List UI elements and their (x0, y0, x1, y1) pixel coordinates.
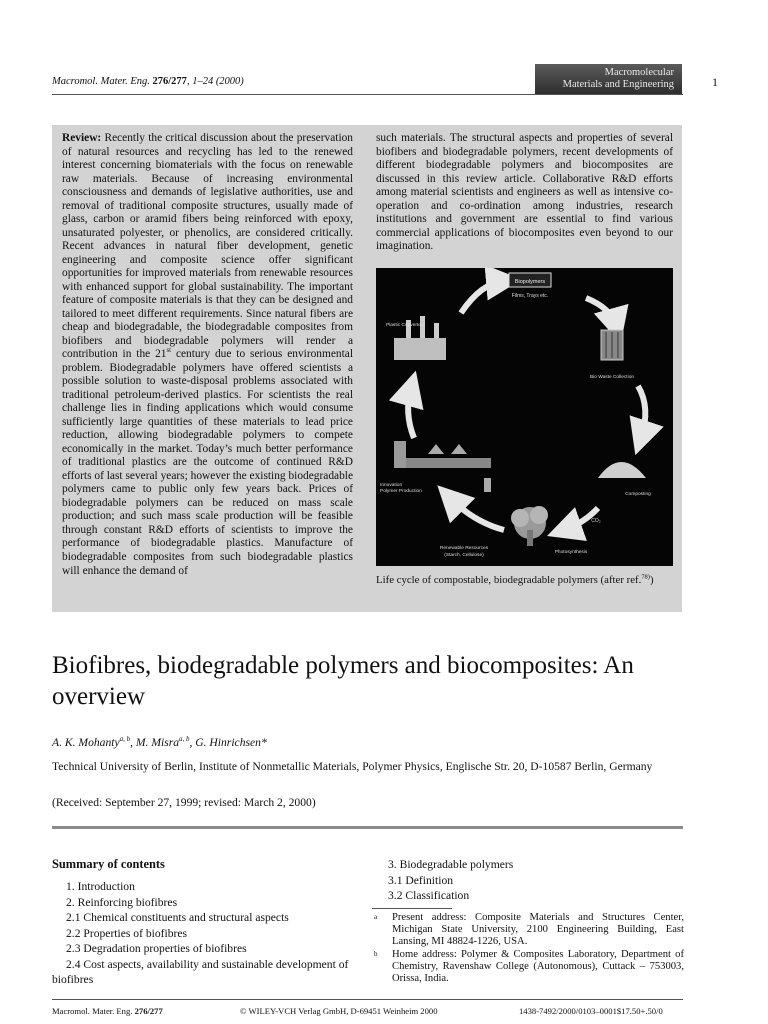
review-text-left (62, 132, 353, 578)
journal-abbreviation: Macromol. Mater. Eng. (52, 76, 150, 87)
affiliation: Technical University of Berlin, Institute of Nonmetallic Materials, Polymer Physics, Englische Str. 20, D-10587 Berlin, Germany (52, 760, 653, 773)
journal-badge (535, 64, 682, 94)
review-abstract-box (52, 125, 682, 612)
review-text-right: such materials. The structural aspects and properties of several biofibers and biodegradable polymers, recent developments of different biodegradable polymers and biocomposites are discussed in this review article. Collaborative R&D efforts among material scientists and engineers as well as intensive co-operation and co-ordination among industries, research institutions and government are essential to find various commercial applications of biocomposites even beyond to our imagination. (376, 132, 673, 253)
caption-text: Life cycle of compostable, biodegradable polymers (after ref. (376, 574, 642, 586)
cycle-arrow-1 (461, 281, 504, 313)
footnote-b (374, 949, 684, 986)
contents-list-right (388, 857, 688, 904)
contents-item-cost-aspects: 2.4 Cost aspects, availability and sustainable development of biofibres (52, 957, 349, 986)
pages-year: , 1–24 (2000) (186, 76, 244, 87)
footnote-b-mark: b (374, 949, 378, 958)
composting-label: Composting (625, 492, 651, 497)
factory-icon (394, 338, 446, 360)
footnote-a-mark: a (374, 913, 378, 921)
innovation-label: Innovation (380, 483, 403, 488)
footer-code: 1438-7492/2000/0103–0001$17.50+.50/0 (519, 1006, 663, 1016)
article-title: Biofibres, biodegradable polymers and biocomposites: An overview (52, 652, 634, 710)
photosynthesis-label: Photosynthesis (554, 550, 588, 555)
footnote-a (374, 912, 684, 949)
contents-item-properties: 2.2 Properties of biofibres (66, 926, 188, 940)
life-cycle-diagram (376, 268, 673, 566)
author-hinrichsen: G. Hinrichsen* (195, 736, 267, 749)
volume-number: 276/277 (152, 76, 187, 87)
life-cycle-figure (376, 268, 673, 566)
page-number: 1 (712, 75, 718, 89)
biopolymers-label: Biopolymers (514, 279, 546, 285)
cycle-arrow-6 (408, 388, 414, 438)
author-mohanty-affiliation: a, b (119, 735, 131, 744)
bio-waste-label: Bio Waste Collection (589, 375, 635, 380)
footer-journal: Macromol. Mater. Eng. 276/277 (52, 1006, 163, 1016)
contents-item-definition: 3.1 Definition (388, 873, 454, 887)
review-text-part1: Recently the critical discussion about the preservation of natural resources and recycling has led to the renewed interest concerning biomaterials with the focus on renewable raw materials. Because of increasing environmental consciousness and demands of legislative authorities, use and removal of traditional composite structures, usually made of glass, carbon or aramid fibers being reinforced with epoxy, unsaturated polyester, or phenolics, are considered critically. Recent advances in natural fiber development, genetic engineering and composite science offer significant opportunities for improved materials from renewable resources with enhanced support for global sustainability. The important feature of composite materials is that they can be designed and tailored to meet different requirements. Since natural fibers are cheap and biodegradable, the biodegradable composites from biofibers and biodegradable polymers will render a contribution in the 21 (62, 132, 353, 361)
contents-item-biodegradable-polymers: 3. Biodegradable polymers (388, 858, 514, 871)
footer-publisher: © WILEY-VCH Verlag GmbH, D-69451 Weinheim 2000 (240, 1006, 438, 1016)
running-header (52, 76, 244, 87)
compost-heap-icon (598, 462, 646, 478)
footnote-b-text: Home address: Polymer & Composites Laboratory, Department of Chemistry, Ravenshaw College (Autonomous), Cuttack – 753003, Orissa, India. (392, 948, 684, 985)
footer-volume: 276/277 (134, 1006, 163, 1016)
received-dates: (Received: September 27, 1999; revised: March 2, 2000) (52, 796, 316, 809)
plastic-converters-label: Plastic Converters (386, 323, 425, 328)
footnotes (374, 912, 684, 985)
starch-cellulose-label: (Starch, Cellulose) (444, 553, 484, 558)
cycle-arrow-3 (638, 386, 645, 438)
review-text-part2: century due to serious environmental problem. Biodegradable polymers have offered scientists a possible solution to waste-disposal problems associated with traditional petroleum-derived plastics. For scientists the real challenge lies in finding applications which would consume sufficiently large quantities of these materials to lead price reduction, allowing biodegradable polymers to compete economically in the market. Today’s much better performance of traditional plastics are the outcome of continued R&D efforts of last several years; however the existing biodegradable polymers came to public only few years back. Prices of biodegradable polymers can be reduced on mass scale production; and such mass scale production will be feasible through constant R&D efforts of scientists to improve the performance of biodegradable plastics. Manufacture of biodegradable composites from such biodegradable plastics will enhance the demand of (62, 348, 353, 577)
review-label: Review: (62, 132, 102, 144)
caption-end: ) (649, 574, 654, 586)
contents-list-left (52, 879, 362, 988)
polymer-production-label: Polymer Production (380, 489, 422, 494)
production-line-icon (406, 458, 491, 468)
badge-line-2: Materials and Engineering (562, 79, 674, 90)
author-mohanty: A. K. Mohanty (52, 736, 120, 749)
contents-item-degradation: 2.3 Degradation properties of biofibres (66, 942, 247, 955)
contents-title: Summary of contents (52, 857, 165, 871)
footer-rule (52, 999, 683, 1000)
films-trays-label: Films, Trays etc. (511, 293, 549, 299)
badge-line-1: Macromolecular (604, 67, 674, 78)
author-list: A. K. Mohanty$^{a, b}$, M. Misra$^{a, b}$, G. Hinrichsen* (52, 735, 267, 749)
cycle-arrow-5 (450, 498, 504, 530)
caption-reference: 78) (641, 573, 650, 581)
figure-caption (376, 574, 673, 587)
section-rule (52, 826, 683, 829)
contents-item-introduction: 1. Introduction (66, 880, 135, 893)
header-rule (52, 94, 683, 95)
renewable-resources-label: Renewable Resources (439, 546, 489, 551)
cycle-arrow-2 (586, 298, 616, 326)
footnote-rule (372, 908, 452, 909)
contents-item-reinforcing-biofibres: 2. Reinforcing biofibres (66, 895, 178, 909)
co2-label: CO₂ (591, 518, 601, 524)
contents-item-chemical-constituents: 2.1 Chemical constituents and structural aspects (66, 911, 289, 924)
author-misra: M. Misra (135, 736, 180, 749)
footnote-a-text: Present address: Composite Materials and Structures Center, Michigan State University, 2100 Engineering Building, East Lansing, MI 48824-1226, USA. (392, 912, 684, 948)
contents-item-classification: 3.2 Classification (388, 889, 470, 902)
century-superscript: st (166, 347, 172, 355)
author-misra-affiliation: a, b (179, 735, 190, 744)
